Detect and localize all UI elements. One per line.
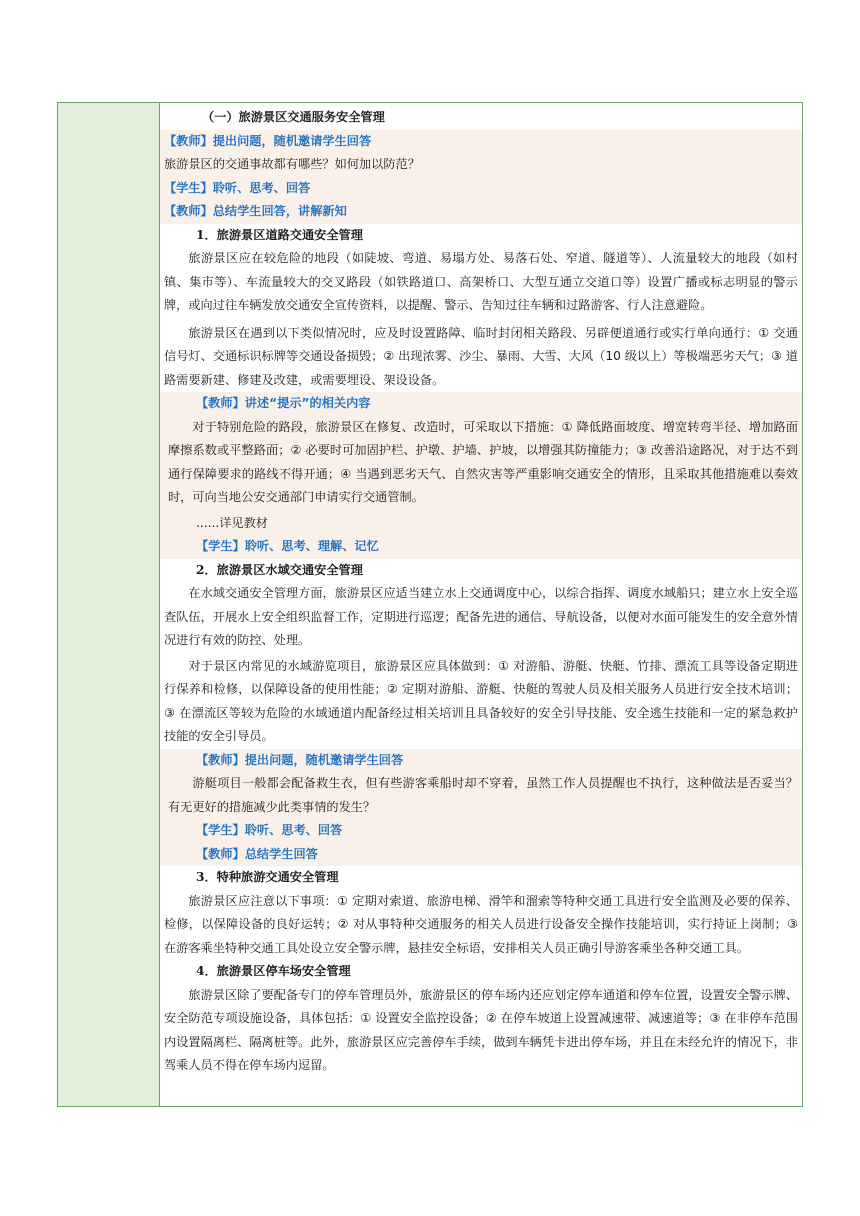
question-paragraph: 游艇项目一般都会配备救生衣，但有些游客乘船时却不穿着，虽然工作人员提醒也不执行，这种做法是否妥当？有无更好的措施减少此类事情的发生？: [168, 776, 798, 814]
subheading-number: 1．: [196, 227, 217, 242]
teacher-block-1: [160, 130, 802, 224]
subheading-1: [164, 224, 798, 248]
table-content-cell: [160, 103, 802, 1106]
subheading-text: 旅游景区水域交通安全管理: [216, 562, 363, 577]
teacher-prompt: 【教师】提出问题，随机邀请学生回答: [196, 752, 404, 767]
tip-paragraph: 对于特别危险的路段，旅游景区在修复、改造时，可采取以下措施：① 降低路面坡度、增宽转弯半径、增加路面摩擦系数或平整路面；② 必要时可加固护栏、护墩、护墙、护坡，以增强其防撞能力；③ 改善沿途路况，对于达不到通行保障要求的路线不得开通；④ 当遇到恶劣天气、自然灾害等严重影响交通安全的情形，且采取其他措施难以奏效时，可向当地公安交通部门申请实行交通管制。: [168, 419, 798, 504]
subheading-number: 4．: [196, 964, 217, 978]
paragraph-2: 旅游景区在遇到以下类似情况时，应及时设置路障、临时封闭相关路段、另辟便道通行或实行单向通行：① 交通信号灯、交通标识标牌等交通设备损毁；② 出现浓雾、沙尘、暴雨、大雪、大风（10 级以上）等极端恶劣天气；③ 道路需要新建、修建及改建，或需要埋设、架设设备。: [164, 325, 798, 387]
subheading-number: 3．: [196, 870, 217, 884]
subheading-4: [164, 960, 798, 984]
paragraph-1: 旅游景区应在较危险的地段（如陡坡、弯道、易塌方处、易落石处、窄道、隧道等）、人流量较大的地段（如村镇、集市等）、车流量较大的交叉路段（如铁路道口、高架桥口、大型互通立交道口等）设置广播或标志明显的警示牌，或向过往车辆发放交通安全宣传资料，以提醒、警示、告知过往车辆和过路游客、行人注意避险。: [164, 251, 798, 312]
subheading-number: 2．: [196, 562, 217, 577]
teacher-block-3: [160, 749, 802, 867]
teacher-summary: 【教师】总结学生回答，讲解新知: [164, 204, 347, 218]
student-response: 【学生】聆听、思考、回答: [164, 180, 311, 195]
student-response: 【学生】聆听、思考、理解、记忆: [196, 539, 379, 553]
table-left-column: [58, 103, 160, 1106]
paragraph-6: 旅游景区除了要配备专门的停车管理员外，旅游景区的停车场内还应划定停车通道和停车位置，设置安全警示牌、安全防范专项设施设备，具体包括：① 设置安全监控设备；② 在停车坡道上设置减速带、减速道等；③ 在非停车范围内设置隔离栏、隔离桩等。此外，旅游景区应完善停车手续，做到车辆凭卡进出停车场，并且在未经允许的情况下，非驾乘人员不得在停车场内逗留。: [164, 987, 798, 1072]
subheading-2: [164, 559, 798, 583]
subheading-text: 旅游景区道路交通安全管理: [216, 227, 363, 242]
paragraph-3: 在水域交通安全管理方面，旅游景区应适当建立水上交通调度中心，以综合指挥、调度水域船只；建立水上安全巡查队伍，开展水上安全组织监督工作，定期进行巡逻；配备先进的通信、导航设备，以便对水面可能发生的安全意外情况进行有效的防控、处理。: [164, 586, 798, 647]
teacher-prompt: 【教师】提出问题，随机邀请学生回答: [164, 133, 372, 148]
subheading-3: [164, 866, 798, 890]
subheading-text: 特种旅游交通安全管理: [216, 870, 339, 884]
teacher-prompt: 【教师】讲述“提示”的相关内容: [196, 396, 371, 410]
student-response: 【学生】聆听、思考、回答: [196, 823, 343, 837]
paragraph-4: 对于景区内常见的水域游览项目，旅游景区应具体做到：① 对游船、游艇、快艇、竹排、漂流工具等设备定期进行保养和检修，以保障设备的使用性能；② 定期对游船、游艇、快艇的驾驶人员及相关服务人员进行安全技术培训；③ 在漂流区等较为危险的水域通道内配备经过相关培训且具备较好的安全引导技能、安全逃生技能和一定的紧急救护技能的安全引导员。: [164, 658, 798, 743]
teacher-summary: 【教师】总结学生回答: [196, 846, 318, 861]
see-textbook-note: ......详见教材: [196, 515, 268, 530]
lesson-table: [57, 102, 803, 1107]
section-title: （一）旅游景区交通服务安全管理: [202, 110, 385, 124]
subheading-text: 旅游景区停车场安全管理: [216, 964, 351, 978]
question-text: 旅游景区的交通事故都有哪些？如何加以防范？: [164, 157, 420, 171]
paragraph-5: 旅游景区应注意以下事项：① 定期对索道、旅游电梯、滑竿和溜索等特种交通工具进行安全监测及必要的保养、检修，以保障设备的良好运转；② 对从事特种交通服务的相关人员进行设备安全操作技能培训，实行持证上岗制；③ 在游客乘坐特种交通工具处设立安全警示牌，悬挂安全标语，安排相关人员正确引导游客乘坐各种交通工具。: [164, 893, 798, 955]
teacher-block-2: [160, 392, 802, 559]
